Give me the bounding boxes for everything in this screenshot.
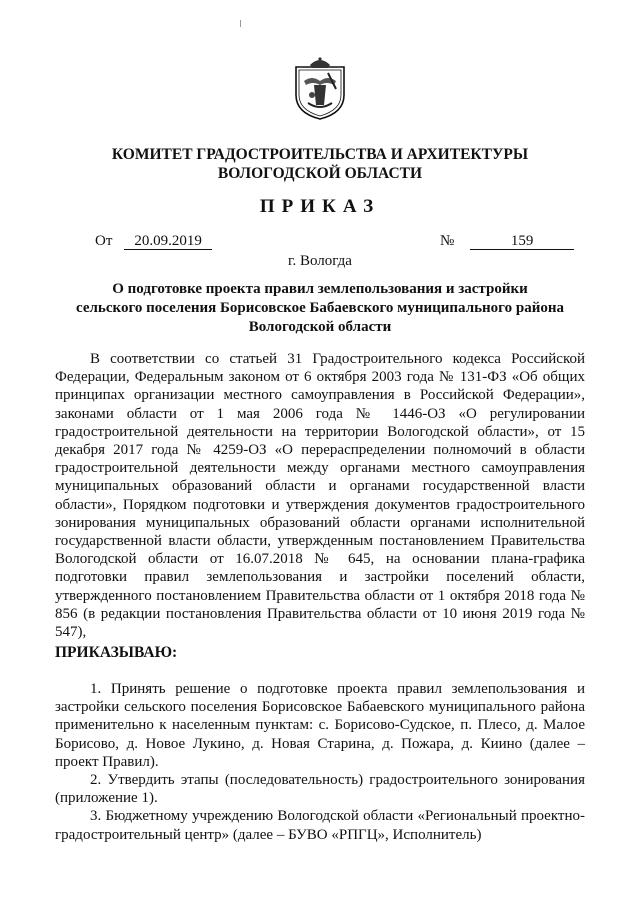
subject-line-2: сельского поселения Борисовское Бабаевского муниципального района [76,300,564,316]
document-type: ПРИКАЗ [259,196,381,217]
number-prefix: № [440,233,455,249]
document-subject [60,280,580,337]
city: г. Вологда [288,253,352,269]
org-line-1: КОМИТЕТ ГРАДОСТРОИТЕЛЬСТВА И АРХИТЕКТУРЫ [111,146,529,163]
coat-of-arms-icon [290,55,350,121]
order-item-2: 2. Утвердить этапы (последовательность) градостроительного зонирования (приложение 1). [55,772,585,807]
organization-name [60,145,580,183]
scan-mark [240,20,241,27]
subject-line-1: О подготовке проекта правил землепользования и застройки [112,281,528,297]
number-field [440,233,574,250]
number-value: 159 [470,233,574,250]
date-field [95,233,212,250]
preamble [55,350,585,641]
order-item-1: 1. Принять решение о подготовке проекта правил землепользования и застройки сельского поселения Борисовское Бабаевского муниципального района применительно к населенным пунктам: с. Борисово-Судское, п. Плесо, д. Малое Борисово, д. Новое Лукино, д. Новая Старина, д. Пожара, д. Киино (далее – проект Правил). [55,681,585,770]
date-prefix: От [95,233,113,249]
orders-heading: ПРИКАЗЫВАЮ: [55,644,178,661]
subject-line-3: Вологодской области [248,319,392,335]
date-value: 20.09.2019 [124,233,212,250]
order-items [55,680,585,844]
order-item-3: 3. Бюджетному учреждению Вологодской области «Региональный проектно-градостроительный центр» (далее – БУВО «РПГЦ», Исполнитель) [55,808,585,843]
preamble-text: В соответствии со статьей 31 Градостроительного кодекса Российской Федерации, Федеральным законом от 6 октября 2003 года № 131-ФЗ «Об общих принципах организации местного самоуправления в Российской Федерации», законами области от 1 мая 2006 года № 1446-ОЗ «О регулировании градостроительной деятельности на территории Вологодской области», от 15 декабря 2017 года № 4259-ОЗ «О перераспределении полномочий в области градостроительной деятельности между органами местного самоуправления муниципальных образований области и органами государственной власти области», Порядком подготовки и утверждения документов градостроительного зонирования муниципальных образований области органами исполнительной государственной власти области, утвержденным постановлением Правительства Вологодской области от 16.07.2018 № 645, на основании плана-графика подготовки правил землепользования и застройки поселений области, утвержденного постановлением Правительства области от 1 октября 2018 года № 856 (в редакции постановления Правительства области от 10 июня 2019 года № 547), [55,351,585,641]
org-line-2: ВОЛОГОДСКОЙ ОБЛАСТИ [217,165,423,182]
